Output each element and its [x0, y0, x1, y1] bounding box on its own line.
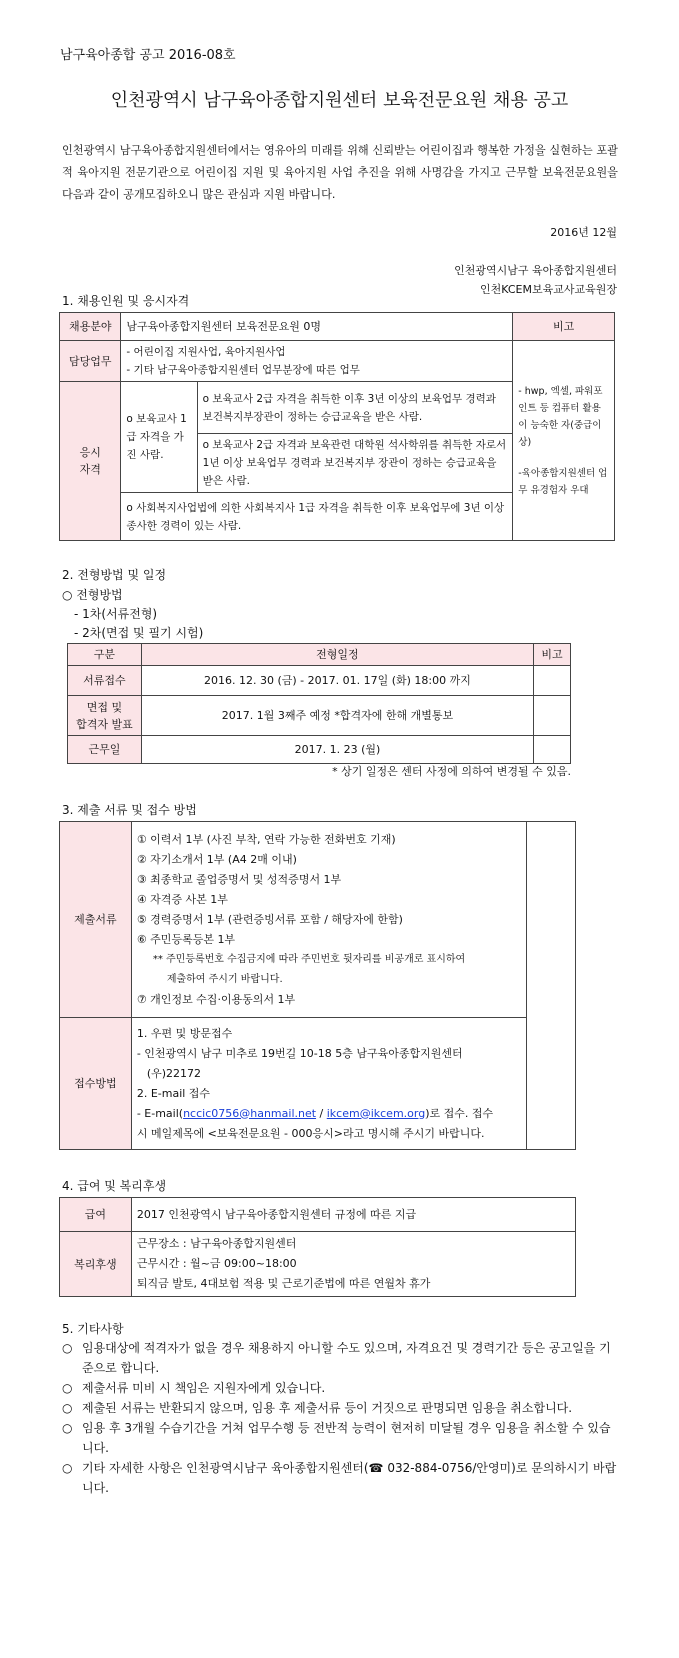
list-item [62, 1378, 618, 1398]
recruitment-table [59, 312, 615, 541]
schedule-col-remark: 비고 [534, 644, 571, 666]
email-link-ikcem[interactable]: ikcem@ikcem.org [326, 1106, 426, 1120]
remark-item-2: -육아종합지원센터 업무 유경험자 우대 [518, 467, 608, 496]
schedule-row-label: 서류접수 [68, 666, 142, 696]
schedule-row-label [68, 696, 142, 736]
list-item-text: 임용대상에 적격자가 없을 경우 채용하지 아니할 수도 있으며, 자격요건 및 경력기간 등은 공고일을 기준으로 합니다. [82, 1341, 611, 1375]
schedule-row-value: 2017. 1. 23 (월) [141, 736, 533, 764]
welfare-item: 퇴직금 발토, 4대보험 적용 및 근로기준법에 따른 연월차 휴가 [136, 1277, 431, 1290]
list-item-text: 제출서류 미비 시 책임은 지원자에게 있습니다. [82, 1381, 326, 1395]
email-link-hanmail[interactable]: nccic0756@hanmail.net [183, 1106, 317, 1120]
method-email-prefix: - E-mail( [136, 1106, 184, 1120]
welfare-label: 복리후생 [60, 1232, 132, 1297]
other-items-list [62, 1338, 618, 1498]
documents-label: 제출서류 [60, 822, 132, 1018]
qualification-b: o 보육교사 2급 자격과 보육관련 대학원 석사학위를 취득한 자로서 1년 이상 보육업무 경력과 보건복지부 장관이 정하는 승급교육을 받은 사람. [197, 434, 513, 493]
qualification-a: o 보육교사 2급 자격을 취득한 이후 3년 이상의 보육업무 경력과 보건복지부장관이 정하는 승급교육을 받은 사람. [197, 382, 513, 434]
pay-value: 2017 인천광역시 남구육아종합지원센터 규정에 따른 지급 [131, 1198, 575, 1232]
duty-item-1: - 어린이집 지원사업, 육아지원사업 [126, 346, 286, 358]
page-title: 인천광역시 남구육아종합지원센터 보육전문요원 채용 공고 [110, 90, 569, 111]
selection-method: ○ 전형방법 [62, 588, 123, 602]
method-email-suffix: )로 접수. 접수 [425, 1106, 494, 1120]
bullet-icon: ○ [62, 1341, 73, 1355]
remark-header: 비고 [513, 313, 615, 341]
list-item [62, 1418, 618, 1458]
section1-heading: 1. 채용인원 및 응시자격 [62, 294, 190, 308]
submission-remark-cell [527, 822, 576, 1150]
method-email-line2: 시 메일제목에 <보육전문요원 - 000응시>라고 명시해 주시기 바랍니다. [136, 1126, 485, 1140]
schedule-row-label-line1: 면접 및 [86, 700, 123, 714]
method-email-separator: / [316, 1106, 327, 1120]
field-value: 남구육아종합지원센터 보육전문요원 0명 [121, 313, 513, 341]
bullet-icon: ○ [62, 1421, 73, 1435]
pay-label: 급여 [60, 1198, 132, 1232]
document-item: ⑥ 주민등록등본 1부 [136, 932, 236, 946]
field-label: 채용분야 [60, 313, 121, 341]
qualification-label [60, 382, 121, 541]
organization-head: 인천KCEM보육교사교육원장 [480, 283, 617, 296]
schedule-row-remark [534, 696, 571, 736]
selection-step-1: - 1차(서류전형) [74, 607, 158, 621]
pay-table [59, 1197, 576, 1297]
method-item-1: 1. 우편 및 방문접수 [136, 1026, 233, 1040]
bullet-icon: ○ [62, 1461, 73, 1475]
document-item: ① 이력서 1부 (사진 부착, 연락 가능한 전화번호 기재) [136, 832, 396, 846]
welfare-item: 근무장소 : 남구육아종합지원센터 [136, 1237, 297, 1250]
schedule-row-remark [534, 736, 571, 764]
list-item [62, 1458, 618, 1498]
list-item-text: 제출된 서류는 반환되지 않으며, 임용 후 제출서류 등이 거짓으로 판명되면 임용을 취소합니다. [82, 1401, 573, 1415]
schedule-row-label-line2: 합격자 발표 [76, 717, 133, 731]
welfare-item: 근무시간 : 월~금 09:00~18:00 [136, 1257, 297, 1270]
remark-item-1: - hwp, 엑셀, 파워포인트 등 컴퓨터 활용이 능숙한 자(중급이상) [518, 385, 603, 448]
document-item: ⑦ 개인정보 수집·이용동의서 1부 [136, 992, 296, 1006]
list-item-text: 임용 후 3개월 수습기간을 거쳐 업무수행 등 전반적 능력이 현저히 미달될 경우 임용을 취소할 수 있습니다. [82, 1421, 611, 1455]
document-item: ⑤ 경력증명서 1부 (관련증빙서류 포함 / 해당자에 한함) [136, 912, 403, 926]
notice-date: 2016년 12월 [550, 226, 617, 239]
schedule-row-value: 2017. 1월 3째주 예정 *합격자에 한해 개별통보 [141, 696, 533, 736]
schedule-col-schedule: 전형일정 [141, 644, 533, 666]
method-zip: (우)22172 [146, 1066, 202, 1080]
section3-heading: 3. 제출 서류 및 접수 방법 [62, 803, 197, 817]
document-item: ④ 자격증 사본 1부 [136, 892, 228, 906]
documents-note-2: 제출하여 주시기 바랍니다. [166, 973, 283, 985]
document-item: ③ 최종학교 졸업증명서 및 성적증명서 1부 [136, 872, 342, 886]
notice-number: 남구육아종합 공고 2016-08호 [60, 48, 236, 63]
section5-heading: 5. 기타사항 [62, 1322, 124, 1336]
section2-heading: 2. 전형방법 및 일정 [62, 568, 167, 582]
bullet-icon: ○ [62, 1381, 73, 1395]
submission-table [59, 821, 576, 1150]
documents-note-1: ** 주민등록번호 수집금지에 따라 주민번호 뒷자리를 비공개로 표시하여 [152, 953, 466, 965]
documents-cell [131, 822, 526, 1018]
list-item [62, 1338, 618, 1378]
section4-heading: 4. 급여 및 복리후생 [62, 1179, 167, 1193]
method-item-2: 2. E-mail 접수 [136, 1086, 211, 1100]
duty-cell [121, 341, 513, 382]
organization-name: 인천광역시남구 육아종합지원센터 [454, 264, 617, 277]
method-label: 접수방법 [60, 1018, 132, 1150]
bullet-icon: ○ [62, 1401, 73, 1415]
method-address: - 인천광역시 남구 미추로 19번길 10-18 5층 남구육아종합지원센터 [136, 1046, 463, 1060]
list-item [62, 1398, 618, 1418]
welfare-cell [131, 1232, 575, 1297]
schedule-row-label: 근무일 [68, 736, 142, 764]
duty-item-2: - 기타 남구육아종합지원센터 업무분장에 따른 업무 [126, 364, 360, 376]
remark-cell [513, 341, 615, 541]
duty-label: 담당업무 [60, 341, 121, 382]
schedule-row-value: 2016. 12. 30 (금) - 2017. 01. 17일 (화) 18:00 까지 [141, 666, 533, 696]
list-item-text: 기타 자세한 사항은 인천광역시남구 육아종합지원센터(☎ 032-884-0756/안영미)로 문의하시기 바랍니다. [82, 1461, 617, 1495]
document-item: ② 자기소개서 1부 (A4 2매 이내) [136, 852, 297, 866]
qualification-c: o 사회복지사업법에 의한 사회복지사 1급 자격을 취득한 이후 보육업무에 3년 이상 종사한 경력이 있는 사람. [121, 493, 513, 541]
method-cell [131, 1018, 526, 1150]
schedule-table [67, 643, 571, 764]
qualification-label-line1: 응시 [79, 446, 101, 459]
qualification-group: o 보육교사 1급 자격을 가진 사람. [121, 382, 197, 493]
schedule-note: * 상기 일정은 센터 사정에 의하여 변경될 수 있음. [332, 765, 571, 778]
schedule-col-type: 구분 [68, 644, 142, 666]
intro-paragraph: 인천광역시 남구육아종합지원센터에서는 영유아의 미래를 위해 신뢰받는 어린이집과 행복한 가정을 실현하는 포괄적 육아지원 전문기관으로 어린이집 지원 및 육아지원 사업 추진을 위해 사명감을 가지고 근무할 보육전문요원을 다음과 같이 공개모집하오니 많은 관심과 지원 바랍니다. [62, 144, 618, 201]
qualification-label-line2: 자격 [79, 463, 101, 476]
selection-step-2: - 2차(면접 및 필기 시험) [74, 626, 204, 640]
schedule-row-remark [534, 666, 571, 696]
method-email-line [137, 1104, 521, 1124]
